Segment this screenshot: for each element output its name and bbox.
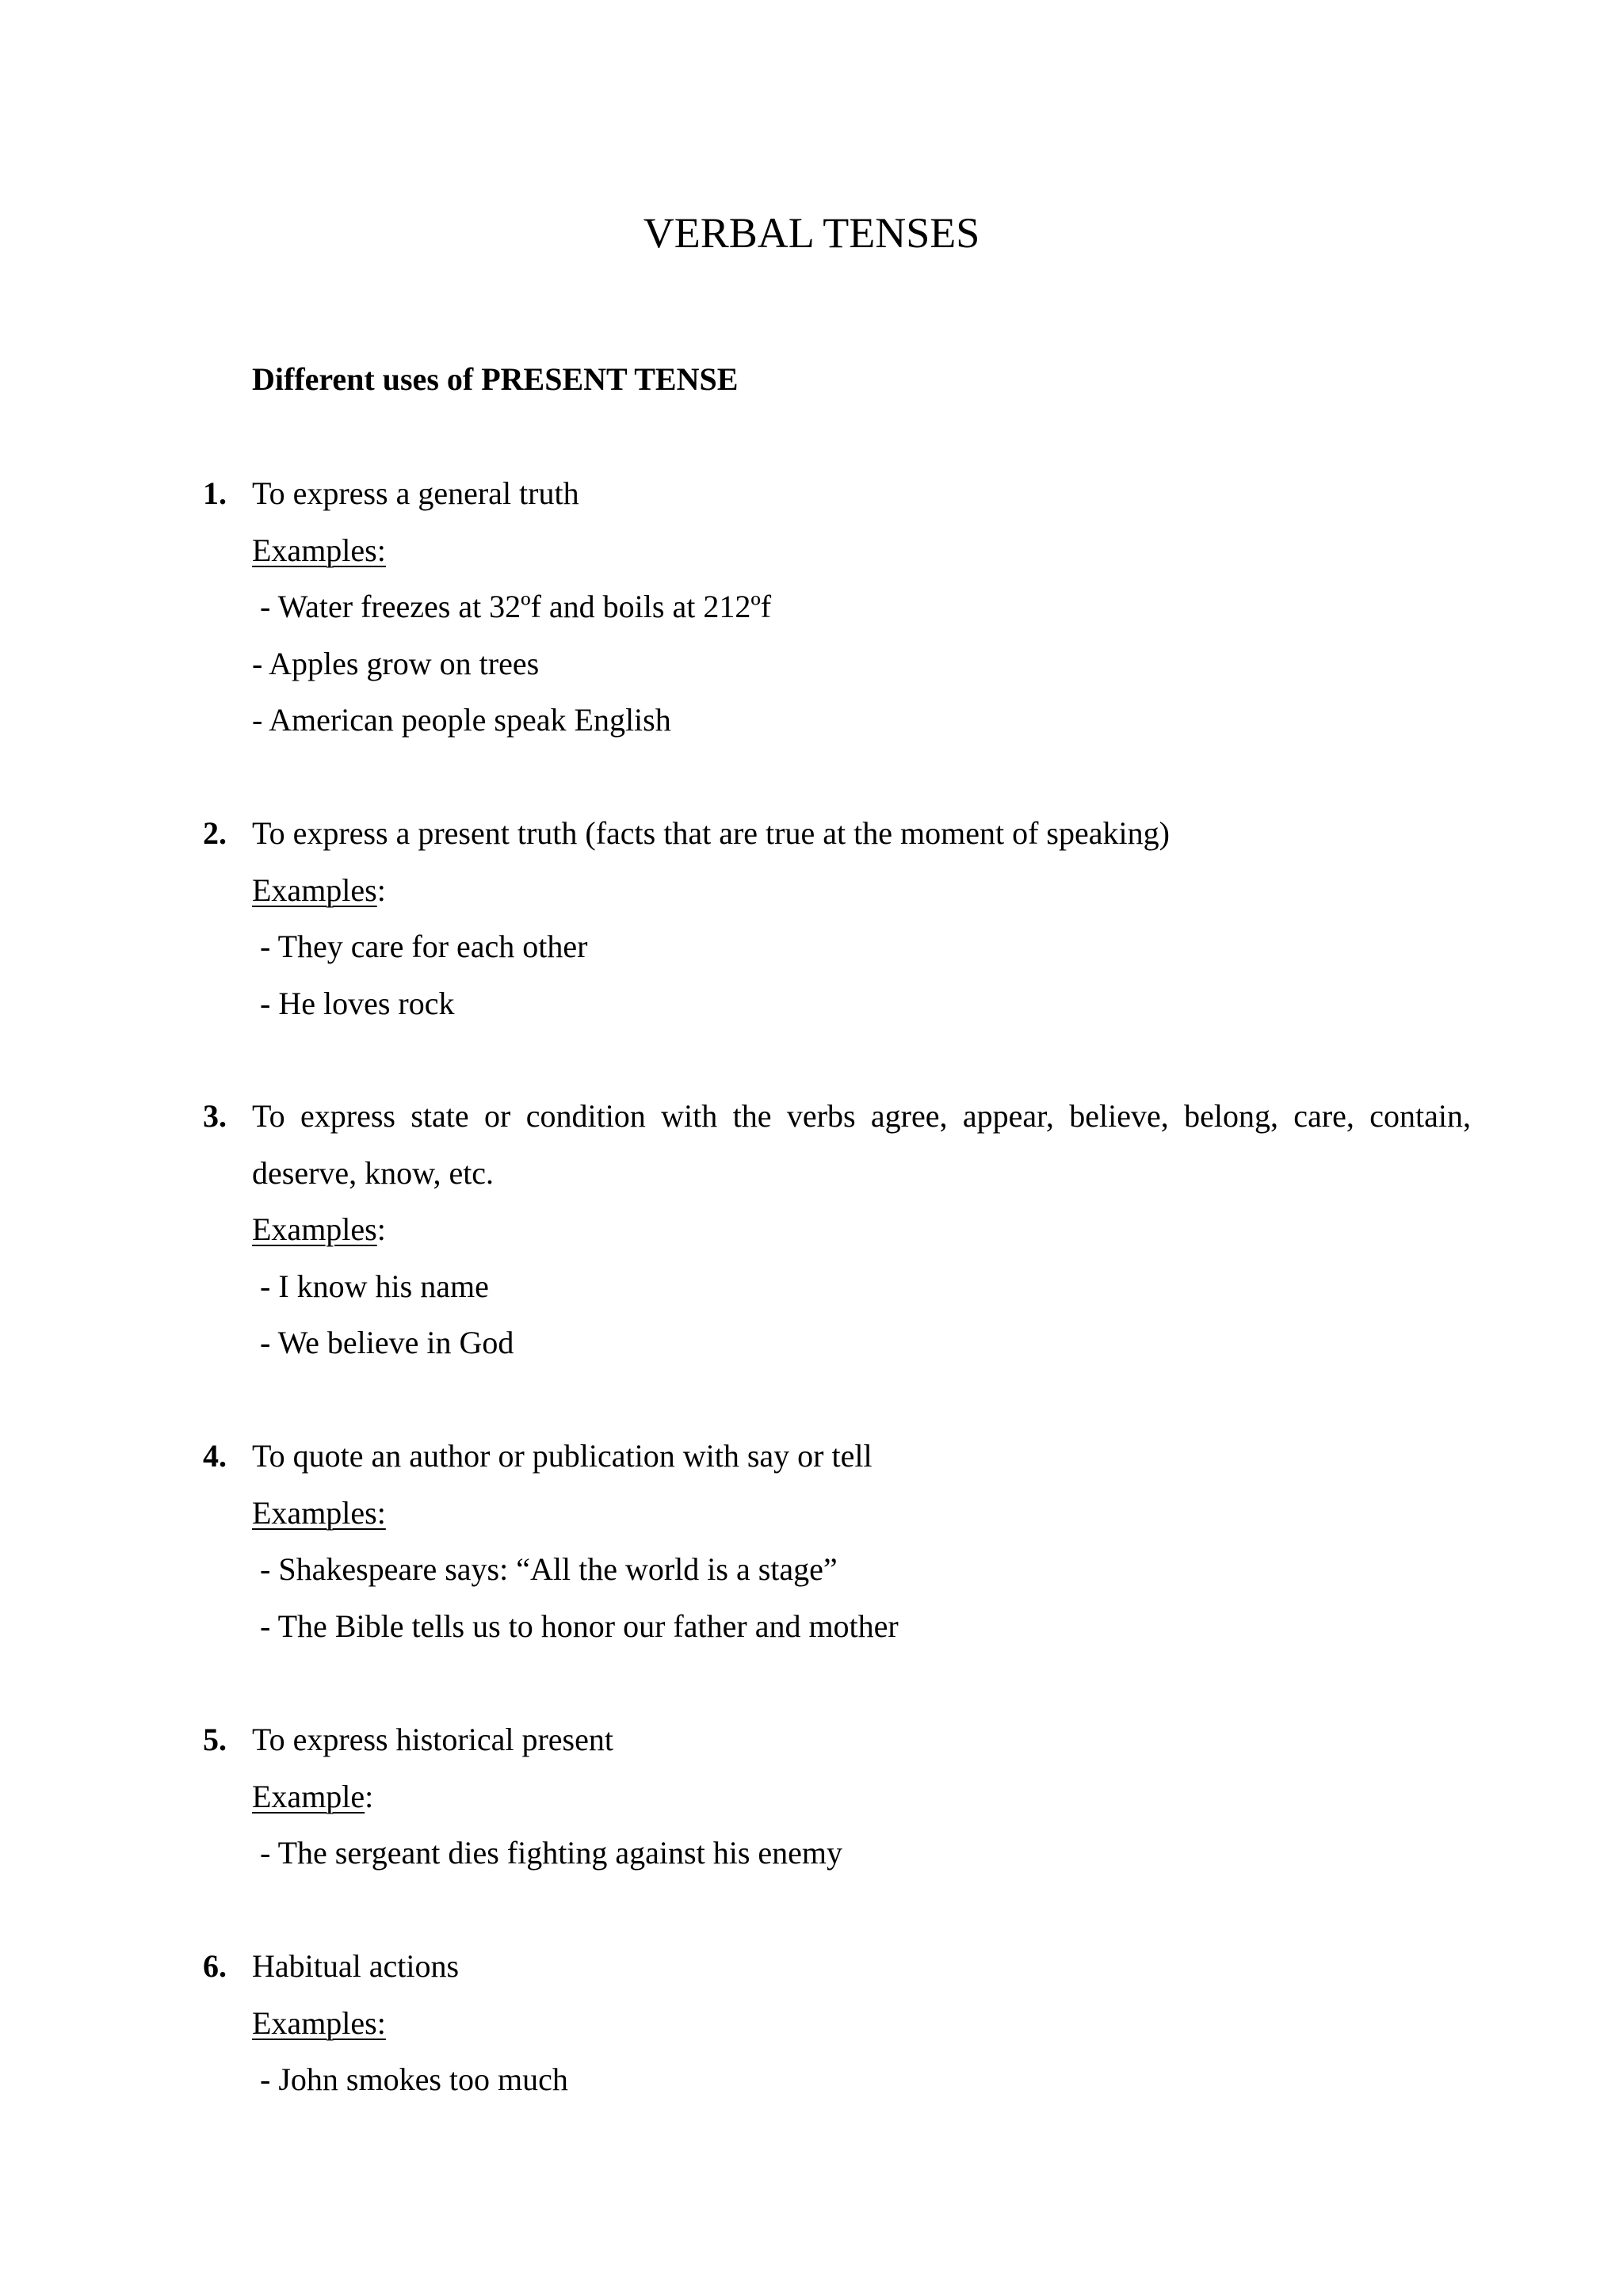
example-line: - He loves rock (260, 985, 455, 1021)
examples-colon: : (365, 1778, 374, 1814)
item-heading: To quote an author or publication with say or tell (252, 1438, 873, 1474)
examples-label-line (252, 1776, 1471, 1833)
example-line: - They care for each other (260, 929, 588, 964)
example-line: - Shakespeare says: “All the world is a stage” (260, 1551, 838, 1587)
examples-label: Examples (252, 871, 377, 908)
example-line: - John smokes too much (260, 2061, 568, 2097)
examples-label: Examples (252, 1211, 377, 1247)
example-line: - Apples grow on trees (252, 645, 540, 681)
examples-label-line (252, 2003, 1471, 2060)
item-heading: Habitual actions (252, 1948, 460, 1984)
examples-label-line (252, 530, 1471, 587)
item-number: 6. (203, 1948, 227, 1984)
item-body (252, 473, 1471, 757)
item-number: 4. (203, 1438, 227, 1474)
item-body (252, 1096, 1471, 1379)
examples-label-line (252, 1209, 1471, 1266)
item-body (252, 813, 1471, 1039)
item-heading-continued: deserve, know, etc. (252, 1154, 495, 1191)
example-line: - The sergeant dies fighting against his enemy (260, 1835, 843, 1871)
example-line: - Water freezes at 32ºf and boils at 212ºf (260, 589, 772, 624)
example-line: - We believe in God (260, 1325, 514, 1360)
item-number: 1. (203, 475, 227, 511)
examples-colon: : (376, 871, 386, 908)
page-title: VERBAL TENSES (643, 209, 980, 257)
examples-label-line (252, 1493, 1471, 1550)
example-line: - American people speak English (252, 702, 671, 738)
item-heading: To express a present truth (facts that are true at the moment of speaking) (252, 815, 1170, 851)
item-heading: To express state or condition with the verbs agree, appear, believe, belong, care, contain, (252, 1098, 1471, 1134)
item-heading: To express a general truth (252, 475, 579, 511)
examples-colon: : (376, 1211, 386, 1247)
item-body (252, 1946, 1471, 2116)
examples-label: Example (252, 1778, 365, 1814)
item-heading: To express historical present (252, 1722, 613, 1757)
example-line: - I know his name (260, 1268, 489, 1304)
examples-label-line (252, 870, 1471, 927)
item-number: 5. (203, 1722, 227, 1757)
examples-label: Examples: (252, 2004, 386, 2041)
example-line: - The Bible tells us to honor our father and mother (260, 1608, 899, 1644)
examples-label: Examples: (252, 532, 386, 568)
section-subtitle: Different uses of PRESENT TENSE (252, 361, 739, 397)
item-body (252, 1719, 1471, 1890)
item-number: 3. (203, 1098, 227, 1134)
item-body (252, 1436, 1471, 1662)
examples-label: Examples: (252, 1494, 386, 1531)
item-number: 2. (203, 815, 227, 851)
